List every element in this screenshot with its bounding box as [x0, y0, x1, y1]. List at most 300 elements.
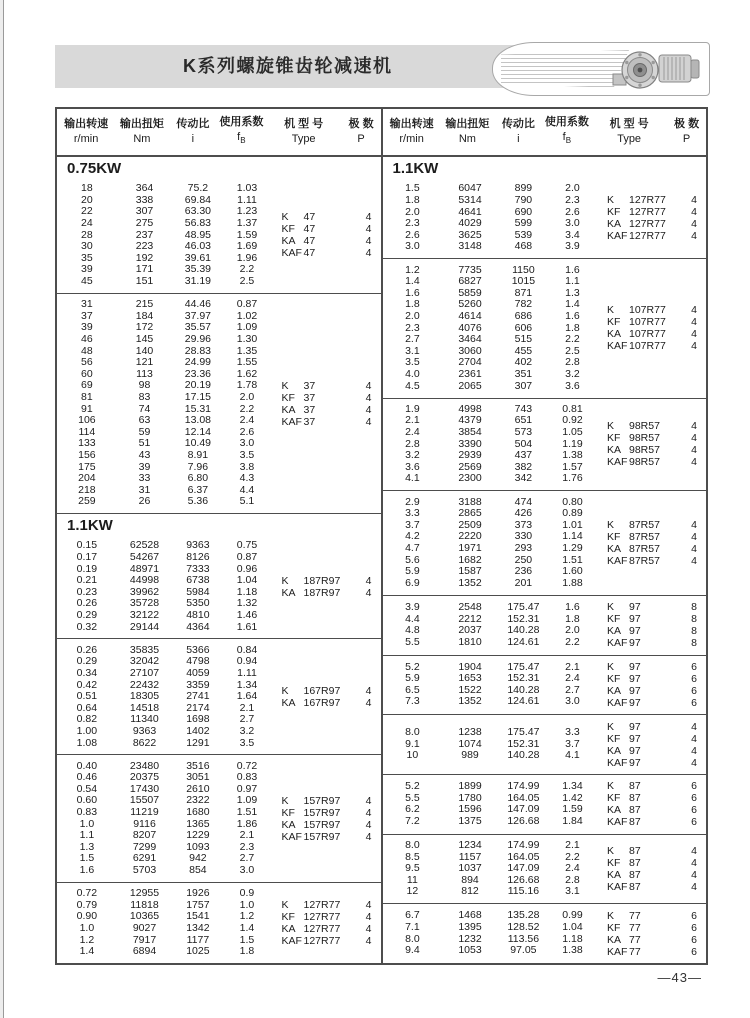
- cell-value: 1.0: [79, 921, 95, 934]
- cell-value: 23480: [129, 759, 160, 772]
- pole-count: 4: [365, 379, 372, 392]
- cell-value: 989: [461, 749, 479, 762]
- model-type-list: [596, 494, 706, 591]
- cell-value: 474: [514, 495, 533, 508]
- pole-count: 6: [691, 921, 697, 934]
- cell-value: 20: [81, 193, 93, 206]
- cell-value: 1.5: [239, 933, 255, 946]
- cell-value: 0.29: [76, 609, 98, 621]
- cell-value: 4614: [458, 309, 482, 322]
- cell-value: 854: [189, 864, 207, 876]
- cell-value: 1.32: [236, 597, 258, 610]
- cell-value: 7.96: [187, 460, 209, 473]
- cell-value: 13.08: [184, 414, 212, 427]
- data-row: [57, 691, 271, 703]
- cell-value: 6.80: [187, 472, 209, 485]
- model-number: 77: [629, 921, 641, 934]
- cell-value: 4.4: [239, 483, 255, 496]
- cell-value: 1904: [458, 660, 482, 673]
- model-type-row: [596, 816, 706, 828]
- cell-value: 1926: [186, 887, 210, 900]
- cell-value: 3464: [458, 333, 482, 346]
- numeric-rows: [383, 778, 597, 831]
- cell-value: 2.5: [565, 344, 580, 357]
- cell-value: 6.9: [405, 576, 420, 589]
- cell-value: 2.0: [239, 390, 255, 403]
- data-row: [57, 610, 271, 622]
- model-type-list: [271, 886, 381, 960]
- model-number: 77: [629, 933, 641, 946]
- pole-count: 4: [691, 194, 697, 207]
- model-prefix: K: [281, 794, 289, 807]
- cell-value: 0.42: [76, 678, 98, 691]
- model-type-row: [596, 601, 706, 613]
- pole-count: 4: [691, 756, 697, 769]
- data-row: [57, 357, 271, 369]
- cell-value: 9363: [186, 539, 210, 552]
- model-prefix: K: [607, 844, 615, 857]
- pole-count: 4: [691, 304, 697, 317]
- model-number: 37: [303, 379, 316, 392]
- cell-value: 18: [81, 182, 93, 195]
- cell-value: 2.6: [239, 425, 255, 438]
- cell-value: 0.46: [76, 771, 98, 784]
- cell-value: 63.30: [184, 205, 212, 218]
- cell-value: 43: [138, 448, 151, 461]
- model-number: 97: [629, 601, 641, 614]
- pole-count: 4: [365, 403, 372, 416]
- cell-value: 2212: [458, 612, 482, 625]
- cell-value: 48.95: [184, 228, 212, 241]
- model-type-row: [596, 910, 706, 922]
- cell-value: 0.81: [562, 402, 583, 415]
- cell-value: 1.05: [562, 426, 583, 439]
- cell-value: 651: [514, 414, 533, 427]
- header-cell: [383, 117, 441, 147]
- cell-value: 147.09: [507, 803, 540, 816]
- data-row: [57, 726, 271, 738]
- header-label: 输出转速: [64, 118, 109, 130]
- cell-value: 29144: [129, 620, 160, 633]
- cell-value: 6.2: [405, 803, 420, 816]
- cell-value: 152.31: [507, 612, 540, 625]
- pole-count: 4: [691, 206, 697, 219]
- model-prefix: KF: [607, 856, 621, 869]
- cell-value: 12955: [129, 887, 160, 900]
- pole-count: 6: [691, 945, 697, 958]
- model-prefix: K: [281, 684, 289, 697]
- model-type-row: [596, 685, 706, 697]
- cell-value: 0.60: [76, 794, 98, 807]
- cell-value: 1.86: [236, 817, 258, 830]
- cell-value: 3.0: [405, 240, 420, 253]
- cell-value: 455: [514, 344, 533, 357]
- pole-count: 4: [691, 456, 697, 469]
- cell-value: 1.34: [236, 678, 258, 691]
- cell-value: 3.7: [565, 737, 580, 750]
- cell-value: 15.31: [184, 402, 212, 415]
- pole-count: 4: [691, 543, 697, 556]
- data-row: [383, 578, 597, 590]
- model-type-row: [596, 625, 706, 637]
- cell-value: 5.5: [405, 635, 420, 648]
- cell-value: 1810: [458, 635, 482, 648]
- cell-value: 62528: [129, 539, 160, 552]
- model-type-list: [596, 402, 706, 488]
- data-row: [57, 668, 271, 680]
- cell-value: 24: [81, 217, 93, 230]
- cell-value: 4.1: [565, 749, 580, 762]
- cell-value: 2.2: [565, 333, 580, 346]
- cell-value: 1.00: [76, 724, 98, 737]
- model-number: 47: [303, 247, 316, 260]
- header-unit: $f_B$: [237, 131, 246, 146]
- header-unit: Nm: [133, 133, 151, 145]
- model-prefix: K: [607, 601, 615, 614]
- model-type-list: [596, 718, 706, 771]
- cell-value: 1.6: [565, 600, 580, 613]
- model-prefix: KAF: [281, 415, 302, 428]
- model-type-row: [596, 804, 706, 816]
- numeric-rows: [383, 599, 597, 652]
- cell-value: 1.2: [79, 933, 95, 946]
- page-scan-edge-line: [3, 0, 4, 1018]
- model-number: 37: [303, 415, 316, 428]
- model-prefix: KF: [607, 432, 621, 445]
- model-type-row: [596, 946, 706, 958]
- model-prefix: KAF: [607, 637, 628, 650]
- power-section-title: 1.1KW: [392, 160, 439, 177]
- cell-value: 1.6: [565, 263, 580, 276]
- pole-count: 4: [691, 880, 697, 893]
- model-type-row: [596, 757, 706, 769]
- cell-value: 4798: [186, 655, 210, 668]
- model-number: 127R77: [629, 206, 666, 219]
- cell-value: 35: [81, 251, 93, 264]
- cell-value: 1.3: [79, 840, 95, 853]
- numeric-rows: [57, 886, 271, 960]
- model-type-row: [596, 432, 706, 444]
- pole-count: 4: [365, 934, 372, 947]
- cell-value: 97.05: [510, 944, 537, 957]
- cell-value: 8.0: [405, 726, 420, 739]
- header-label: 输出转速: [389, 118, 434, 130]
- model-type-list: [596, 599, 706, 652]
- cell-value: 0.99: [562, 909, 583, 922]
- cell-value: 1.0: [79, 817, 95, 830]
- cell-value: 1.9: [405, 402, 420, 415]
- model-number: 98R57: [629, 456, 660, 469]
- data-row: [57, 807, 271, 819]
- model-type-list: [271, 181, 381, 290]
- cell-value: 0.32: [76, 620, 98, 633]
- cell-value: 126.68: [507, 873, 540, 886]
- cell-value: 3625: [458, 228, 482, 241]
- model-type-row: [271, 223, 381, 235]
- model-type-list: [271, 758, 381, 879]
- cell-value: 0.26: [76, 597, 98, 610]
- cell-value: 2322: [186, 794, 210, 807]
- model-prefix: KAF: [607, 340, 628, 353]
- model-type-row: [271, 211, 381, 223]
- model-prefix: KA: [607, 744, 622, 757]
- cell-value: 6827: [458, 275, 482, 288]
- header-cell: [494, 117, 543, 147]
- model-prefix: K: [281, 211, 289, 224]
- model-type-row: [596, 869, 706, 881]
- cell-value: 5.5: [405, 791, 420, 804]
- header-unit: $f_B$: [562, 131, 572, 146]
- cell-value: 1.4: [79, 945, 95, 958]
- cell-value: 201: [514, 576, 533, 589]
- cell-value: 175.47: [507, 726, 540, 739]
- cell-value: 12: [406, 885, 419, 898]
- data-row: [57, 334, 271, 346]
- cell-value: 35.57: [184, 321, 212, 334]
- pole-count: 4: [691, 519, 697, 532]
- cell-value: 113.56: [507, 932, 540, 945]
- data-row: [57, 415, 271, 427]
- data-row: [383, 311, 597, 323]
- cell-value: 2704: [458, 356, 482, 369]
- pole-count: 4: [365, 818, 372, 831]
- cell-value: 1.55: [236, 356, 258, 369]
- cell-value: 114: [78, 425, 96, 438]
- brand-logo-panel: [492, 42, 710, 96]
- cell-value: 1.3: [565, 286, 580, 299]
- model-prefix: KAF: [607, 880, 628, 893]
- cell-value: 20.19: [184, 379, 212, 392]
- header-unit: r/min: [73, 133, 99, 145]
- cell-value: 6738: [186, 574, 210, 587]
- cell-value: 14518: [129, 701, 160, 714]
- model-number: 47: [303, 223, 316, 236]
- cell-value: 1015: [511, 275, 536, 288]
- model-type-row: [271, 807, 381, 819]
- model-type-list: [271, 538, 381, 635]
- cell-value: 1.76: [562, 472, 583, 485]
- model-type-row: [596, 194, 706, 206]
- model-type-row: [596, 637, 706, 649]
- cell-value: 28.83: [184, 344, 212, 357]
- data-block: [383, 714, 707, 774]
- cell-value: 174.99: [507, 780, 540, 793]
- cell-value: 37: [81, 309, 93, 322]
- cell-value: 690: [514, 205, 533, 218]
- cell-value: 164.05: [507, 850, 540, 863]
- cell-value: 8126: [186, 551, 210, 564]
- cell-value: 9.5: [405, 862, 420, 875]
- cell-value: 4364: [186, 620, 210, 633]
- model-number: 97: [629, 696, 641, 709]
- cell-value: 1.09: [236, 794, 258, 807]
- model-number: 97: [629, 672, 641, 685]
- data-block: [57, 638, 381, 754]
- cell-value: 1.11: [237, 666, 257, 679]
- model-prefix: KF: [281, 910, 295, 923]
- numeric-rows: [383, 907, 597, 960]
- left-table-body: [57, 157, 381, 963]
- model-type-row: [596, 304, 706, 316]
- pole-count: 8: [691, 601, 697, 614]
- model-type-row: [596, 745, 706, 757]
- cell-value: 171: [135, 263, 154, 276]
- cell-value: 2.3: [405, 217, 420, 230]
- cell-value: 382: [514, 460, 533, 473]
- cell-value: 31: [81, 298, 93, 311]
- cell-value: 7333: [186, 562, 210, 575]
- header-unit: Type: [617, 133, 642, 145]
- model-prefix: KA: [607, 625, 622, 638]
- model-prefix: K: [607, 780, 615, 793]
- cell-value: 11: [406, 873, 418, 886]
- cell-value: 5984: [186, 585, 210, 598]
- pole-count: 4: [365, 235, 372, 248]
- cell-value: 0.21: [76, 574, 98, 587]
- cell-value: 1.09: [236, 321, 258, 334]
- cell-value: 7.3: [405, 695, 420, 708]
- model-number: 87R57: [629, 531, 660, 544]
- model-type-list: [271, 642, 381, 751]
- cell-value: 2.1: [565, 838, 580, 851]
- cell-value: 1587: [458, 565, 482, 578]
- cell-value: 0.23: [76, 585, 98, 598]
- cell-value: 8.0: [405, 932, 420, 945]
- cell-value: 468: [514, 240, 533, 253]
- header-cell: [591, 117, 667, 147]
- model-type-row: [596, 328, 706, 340]
- cell-value: 3188: [458, 495, 482, 508]
- pole-count: 4: [365, 574, 372, 587]
- cell-value: 0.87: [236, 551, 258, 564]
- pole-count: 4: [365, 922, 372, 935]
- cell-value: 5.6: [405, 553, 420, 566]
- numeric-rows: [383, 659, 597, 712]
- header-cell: [543, 115, 592, 148]
- cell-value: 152.31: [507, 737, 540, 750]
- model-type-row: [271, 819, 381, 831]
- model-prefix: KAF: [607, 555, 628, 568]
- cell-value: 1.59: [562, 803, 583, 816]
- right-table-body: [383, 157, 707, 963]
- numeric-rows: [383, 181, 597, 255]
- model-prefix: KA: [607, 933, 622, 946]
- model-type-row: [596, 420, 706, 432]
- cell-value: 1157: [458, 850, 482, 863]
- data-row: [383, 945, 597, 957]
- cell-value: 44.46: [184, 298, 212, 311]
- cell-value: 44998: [129, 574, 160, 587]
- model-number: 167R97: [303, 684, 341, 697]
- data-row: [383, 922, 597, 934]
- cell-value: 1.0: [239, 898, 255, 911]
- cell-value: 135.28: [507, 909, 540, 922]
- pole-count: 8: [691, 613, 697, 626]
- header-label: 极 数: [674, 118, 700, 130]
- model-type-row: [596, 531, 706, 543]
- model-prefix: KA: [281, 696, 296, 709]
- model-number: 87: [629, 880, 641, 893]
- numeric-rows: [57, 297, 271, 510]
- pole-count: 4: [365, 247, 372, 260]
- model-number: 127R77: [303, 910, 341, 923]
- cell-value: 56.83: [184, 217, 212, 230]
- cell-value: 1.4: [405, 275, 420, 288]
- pole-count: 8: [691, 637, 697, 650]
- cell-value: 373: [514, 518, 533, 531]
- cell-value: 364: [135, 182, 154, 195]
- cell-value: 3.6: [405, 460, 420, 473]
- model-number: 87: [629, 780, 641, 793]
- cell-value: 3.3: [405, 507, 420, 520]
- header-cell: [441, 117, 494, 147]
- model-type-row: [271, 899, 381, 911]
- data-row: [57, 946, 271, 958]
- model-type-row: [596, 230, 706, 242]
- cell-value: 2509: [458, 518, 482, 531]
- cell-value: 45: [81, 275, 93, 288]
- cell-value: 0.72: [76, 887, 98, 900]
- cell-value: 17430: [129, 782, 160, 795]
- model-number: 47: [303, 235, 316, 248]
- cell-value: 69.84: [184, 193, 212, 206]
- model-type-row: [596, 218, 706, 230]
- cell-value: 1.51: [562, 553, 583, 566]
- cell-value: 686: [514, 309, 533, 322]
- cell-value: 1.19: [562, 437, 583, 450]
- cell-value: 2.7: [405, 333, 420, 346]
- model-number: 97: [629, 637, 641, 650]
- cell-value: 5703: [132, 864, 157, 876]
- cell-value: 20375: [129, 771, 160, 784]
- cell-value: 0.82: [76, 713, 98, 726]
- cell-value: 1.30: [236, 332, 258, 345]
- header-unit: Type: [291, 133, 316, 145]
- cell-value: 164.05: [507, 791, 540, 804]
- cell-value: 504: [514, 437, 533, 450]
- cell-value: 3.1: [405, 344, 420, 357]
- model-type-row: [596, 555, 706, 567]
- model-number: 87: [629, 856, 641, 869]
- cell-value: 2.4: [405, 426, 420, 439]
- model-type-row: [271, 697, 381, 709]
- cell-value: 29.96: [184, 332, 212, 345]
- model-type-row: [596, 721, 706, 733]
- cell-value: 2361: [458, 367, 482, 380]
- cell-value: 1375: [458, 814, 482, 827]
- pole-count: 6: [691, 933, 697, 946]
- cell-value: 124.61: [507, 695, 540, 708]
- model-number: 157R97: [303, 806, 341, 819]
- cell-value: 140: [135, 344, 154, 357]
- data-row: [383, 840, 597, 852]
- model-type-row: [596, 613, 706, 625]
- model-number: 107R77: [629, 328, 666, 341]
- cell-value: 0.80: [562, 495, 583, 508]
- cell-value: 39: [81, 263, 93, 276]
- header-cell: [342, 117, 381, 147]
- cell-value: 56: [81, 356, 93, 369]
- header-cell: [217, 115, 266, 148]
- cell-value: 894: [461, 873, 479, 886]
- data-row: [383, 543, 597, 555]
- cell-value: 0.79: [76, 898, 98, 911]
- cell-value: 236: [514, 565, 533, 578]
- cell-value: 23.36: [184, 367, 212, 380]
- model-number: 87: [629, 844, 641, 857]
- cell-value: 11818: [130, 898, 159, 911]
- model-number: 87: [629, 816, 641, 829]
